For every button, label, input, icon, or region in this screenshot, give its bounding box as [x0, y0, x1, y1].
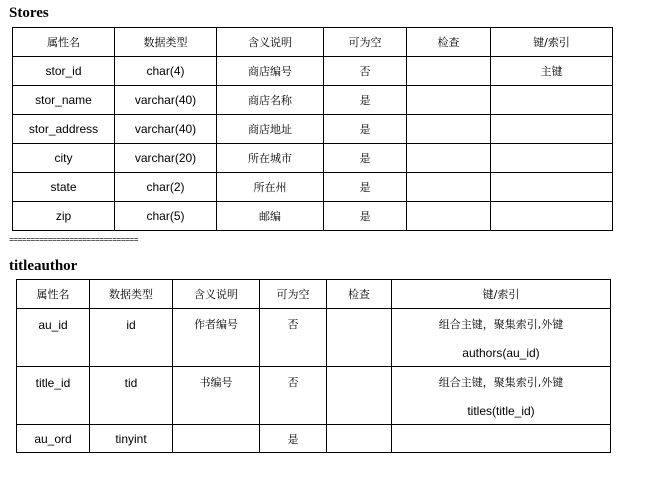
data-type-cell: varchar(20) — [115, 144, 217, 173]
stores-heading: Stores — [9, 5, 49, 21]
attr-name-text: title_id — [35, 376, 71, 390]
data-type-cell: varchar(40) — [115, 86, 217, 115]
nullable-cell: 是 — [324, 144, 407, 173]
column-header: 数据类型 — [115, 28, 217, 57]
separator-line: ============================== — [9, 236, 139, 245]
table-row — [13, 86, 613, 115]
check-cell — [327, 425, 392, 453]
table-row — [13, 202, 613, 231]
description-cell: 商店名称 — [217, 86, 324, 115]
table-row — [13, 57, 613, 86]
foreign-key-ref: authors(au_id) — [462, 346, 540, 360]
description-cell — [173, 367, 260, 425]
titleauthor-heading: titleauthor — [9, 258, 78, 274]
column-header: 属性名 — [13, 28, 115, 57]
column-header: 键/索引 — [491, 28, 613, 57]
column-header: 键/索引 — [392, 280, 611, 309]
key-index-cell: 主键 — [491, 57, 613, 86]
check-cell — [407, 86, 491, 115]
attr-name-cell: stor_name — [13, 86, 115, 115]
data-type-text: id — [126, 318, 136, 332]
description-cell — [173, 309, 260, 367]
table-row — [13, 115, 613, 144]
key-index-text: 组合主键，聚集索引,外键 — [438, 318, 564, 331]
description-text: 书编号 — [199, 376, 233, 389]
attr-name-cell — [17, 367, 90, 425]
nullable-cell: 是 — [324, 173, 407, 202]
description-cell: 商店编号 — [217, 57, 324, 86]
attr-name-text: au_id — [38, 318, 68, 332]
titleauthor-header-row — [17, 280, 611, 309]
column-header: 含义说明 — [173, 280, 260, 309]
data-type-cell: tinyint — [90, 425, 173, 453]
key-index-cell — [491, 86, 613, 115]
titleauthor-table — [16, 279, 611, 453]
key-index-cell — [392, 367, 611, 425]
nullable-cell: 是 — [260, 425, 327, 453]
table-row — [17, 425, 611, 453]
column-header: 可为空 — [324, 28, 407, 57]
data-type-cell: char(5) — [115, 202, 217, 231]
check-cell — [407, 144, 491, 173]
key-index-cell — [392, 309, 611, 367]
key-index-text: 组合主键，聚集索引,外键 — [438, 376, 564, 389]
description-cell: 所在城市 — [217, 144, 324, 173]
column-header: 可为空 — [260, 280, 327, 309]
column-header: 检查 — [327, 280, 392, 309]
column-header: 属性名 — [17, 280, 90, 309]
table-row — [17, 367, 611, 425]
column-header: 检查 — [407, 28, 491, 57]
table-row — [17, 309, 611, 367]
attr-name-cell — [17, 309, 90, 367]
attr-name-cell: state — [13, 173, 115, 202]
key-index-cell — [491, 173, 613, 202]
check-cell — [327, 367, 392, 425]
description-cell: 所在州 — [217, 173, 324, 202]
check-cell — [407, 173, 491, 202]
data-type-cell: char(2) — [115, 173, 217, 202]
column-header: 含义说明 — [217, 28, 324, 57]
key-index-cell — [392, 425, 611, 453]
table-row — [13, 173, 613, 202]
key-index-cell — [491, 202, 613, 231]
data-type-cell — [90, 309, 173, 367]
stores-table — [12, 27, 613, 231]
attr-name-cell: city — [13, 144, 115, 173]
description-cell: 邮编 — [217, 202, 324, 231]
data-type-cell — [90, 367, 173, 425]
nullable-cell — [260, 309, 327, 367]
check-cell — [407, 202, 491, 231]
attr-name-cell: au_ord — [17, 425, 90, 453]
stores-header-row — [13, 28, 613, 57]
description-text: 作者编号 — [194, 318, 238, 331]
check-cell — [327, 309, 392, 367]
description-cell: 商店地址 — [217, 115, 324, 144]
nullable-cell: 否 — [324, 57, 407, 86]
attr-name-cell: stor_id — [13, 57, 115, 86]
check-cell — [407, 57, 491, 86]
column-header: 数据类型 — [90, 280, 173, 309]
attr-name-cell: zip — [13, 202, 115, 231]
table-row — [13, 144, 613, 173]
nullable-text: 否 — [287, 318, 299, 331]
nullable-cell — [260, 367, 327, 425]
description-cell — [173, 425, 260, 453]
nullable-cell: 是 — [324, 202, 407, 231]
nullable-cell: 是 — [324, 86, 407, 115]
data-type-cell: varchar(40) — [115, 115, 217, 144]
check-cell — [407, 115, 491, 144]
key-index-cell — [491, 115, 613, 144]
nullable-text: 否 — [287, 376, 299, 389]
attr-name-cell: stor_address — [13, 115, 115, 144]
data-type-cell: char(4) — [115, 57, 217, 86]
nullable-cell: 是 — [324, 115, 407, 144]
key-index-cell — [491, 144, 613, 173]
foreign-key-ref: titles(title_id) — [467, 404, 535, 418]
data-type-text: tid — [124, 376, 138, 390]
